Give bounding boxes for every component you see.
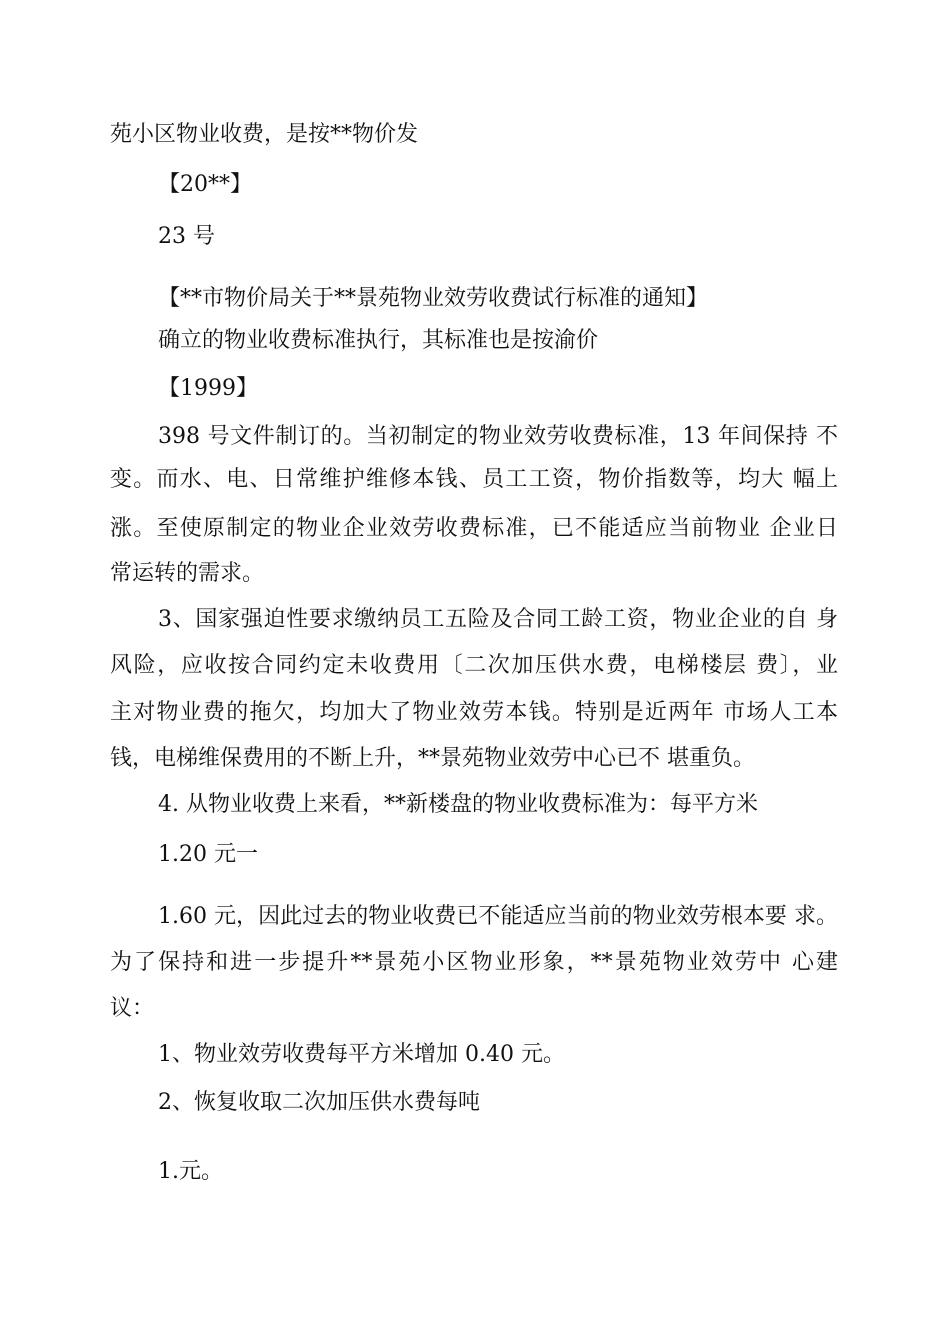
text-line: 1、物业效劳收费每平方米增加 0.40 元。 (158, 1042, 565, 1067)
text-line: 钱，电梯维保费用的不断上升，**景苑物业效劳中心已不 堪重负。 (110, 746, 755, 771)
text-line: 1.20 元一 (158, 842, 258, 867)
text-line: 1.元。 (158, 1159, 223, 1184)
text-line: 风险，应收按合同约定未收费用〔二次加压供水费，电梯楼层 费〕，业 (110, 653, 838, 678)
text-line: 【1999】 (158, 376, 258, 401)
text-line: 涨。至使原制定的物业企业效劳收费标准，已不能适应当前物业 企业日 (110, 516, 838, 541)
text-line: 4. 从物业收费上来看，**新楼盘的物业收费标准为：每平方米 (158, 792, 758, 817)
text-line: 2、恢复收取二次加压供水费每吨 (158, 1090, 480, 1115)
text-line: 议： (110, 996, 155, 1021)
text-line: 【20**】 (158, 172, 252, 197)
text-line: 3、国家强迫性要求缴纳员工五险及合同工龄工资，物业企业的自 身 (158, 607, 838, 632)
text-line: 为了保持和进一步提升**景苑小区物业形象，**景苑物业效劳中 心建 (110, 950, 838, 975)
text-line: 苑小区物业收费，是按**物价发 (110, 122, 419, 147)
text-line: 主对物业费的拖欠，均加大了物业效劳本钱。特别是近两年 市场人工本 (110, 700, 838, 725)
text-line: 1.60 元，因此过去的物业收费已不能适应当前的物业效劳根本要 求。 (158, 904, 838, 929)
text-line: 398 号文件制订的。当初制定的物业效劳收费标准，13 年间保持 不 (158, 424, 838, 449)
text-line: 确立的物业收费标准执行，其标准也是按渝价 (158, 328, 599, 353)
text-line: 变。而水、电、日常维护维修本钱、员工工资，物价指数等，均大 幅上 (110, 467, 838, 492)
text-line: 常运转的需求。 (110, 561, 265, 586)
text-line: 【**市物价局关于**景苑物业效劳收费试行标准的通知】 (158, 286, 709, 311)
text-line: 23 号 (158, 224, 215, 249)
